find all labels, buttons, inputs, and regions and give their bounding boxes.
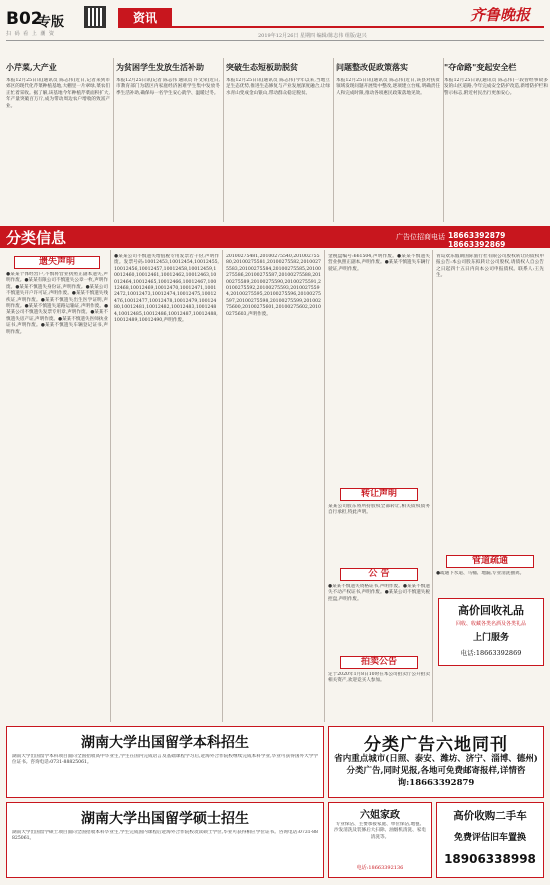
divider [333, 58, 334, 222]
used-car-title: 高价收购二手车 [453, 810, 527, 822]
col1-text: ●某某个体经营户,不慎将营业执照正副本遗失,声明作废。●某某有限公司不慎遗失公章一枚,声明作废。●某某不慎遗失身份证,声明作废。●某某公司不慎遗失开户许可证,声明作废。●某某不慎遗失残疾证,声明作废。●某某不慎遗失出生医学证明,声明作废。●某某不慎遗失道路运输证,声明作废。●某某公司不慎遗失发票专用章,声明作废。●某某不慎遗失房产证,声明作废。●某某不慎遗失医师执业证书,声明作废。●某某不慎遗失车辆登记证书,声明作废。 [6, 272, 108, 335]
housekeeping-title: 六姐家政 [360, 810, 400, 821]
ad-phone-numbers[interactable]: 18663392879 18663392869 [448, 231, 506, 249]
transfer-text: 某某公司股东将所持股权全部转让,相关债权债务自行承担,特此声明。 [328, 504, 430, 516]
header-rule [172, 26, 544, 28]
news-title[interactable]: 突破生态短板助脱贫 [226, 62, 298, 72]
col5-text: ●某某不慎遗失资格证书,声明作废。●某某不慎遗失不动产权证书,声明作废。●某某公司不慎遗失税控盘,声明作废。 [328, 584, 430, 602]
divider [113, 58, 114, 222]
col2-text: ●某某公司不慎遗失增值税专用发票若干份,声明作废。发票号码:10012453,10012454,10012455,10012456,10012457,10012458,10012459,10012460,10012461,10012462,10012463,10012464,10012465,10012466,10012467,10012468,10012469,10012470,10012471,10012472,10012473,10012474,10012475,10012476,10012477,10012478,10012479,10012480,10012481,10012482,10012483,10012484,10012485,10012486,10012487,10012488,10012489,10012490,声明作废。 [114, 254, 219, 324]
six-cities-title: 分类广告六地同刊 [364, 735, 508, 755]
news-body: 本报12月25日讯(通讯员 陈志伟)近日,该县对扶贫领域发现问题开展集中整改,逐项建立台账,明确责任人和完成时限,推动各项惠民政策落地见效。 [336, 78, 440, 96]
news-body: 本报12月25日讯(通讯员 陈志伟)一段曾经事故多发的山区道路,今年完成安全防护改造,新增防护栏和警示标志,附近村民出行更加安心。 [444, 78, 548, 96]
divider [222, 250, 223, 722]
pipe-text: ●疏通下水道、马桶、地漏,专业清洗抽粪。 [436, 571, 525, 576]
col3-text: 20100275481,20100275540,20100275580,20100275581,20100275582,20100275583,20100275584,20100275585,20100275586,20100275587,20100275588,20100275589,20100275590,20100275591,20100275592,20100275593,20100275594,20100275595,20100275596,20100275597,20100275598,20100275599,20100275600,20100275601,20100275602,20100275603,声明作废。 [226, 254, 321, 317]
page-number: B02 [6, 9, 43, 29]
transfer-title: 转让声明 [340, 488, 418, 501]
hnu-master-title: 湖南大学出国留学硕士招生 [81, 811, 249, 827]
divider [223, 58, 224, 222]
housekeeping-phone[interactable]: 电话:18663392136 [356, 865, 404, 871]
date-line: 2019年12月26日 星期四 编辑/陈志伟 组版/赵兴 [258, 33, 367, 39]
header-bottom-rule [6, 40, 544, 41]
news-body: 本报12月25日讯(通讯员 陈志伟)今年以来,当地立足生态优势,推进生态修复与产业发展深度融合,让绿水青山变成金山银山,带动群众稳定脱贫。 [226, 78, 330, 96]
used-car-sub: 免费评估旧车置换 [453, 833, 526, 843]
notice-title: 公 告 [340, 568, 418, 581]
news-title[interactable]: "夺命路"变起安全栏 [444, 62, 517, 72]
section-name: 专版 [38, 15, 65, 30]
classified-title: 分类信息 [6, 229, 67, 247]
news-title[interactable]: 问题整改促政策落实 [336, 62, 408, 72]
divider [432, 250, 433, 722]
news-body: 本报12月25日讯(通讯员 陈志伟)近日,记者来到市郊区的现代化芹菜种植基地,大棚里一片翠绿,菜农们正忙着采收。据了解,该基地今年种植芹菜面积扩大,年产量突破百万斤,成为带动周边农户增收的致富产业。 [6, 78, 110, 109]
six-cities-body: 省内重点城市(日照、泰安、潍坊、济宁、淄博、德州)分类广告,同时见报,各地可免费邮寄报样,详情咨询:18663392879 [334, 754, 538, 788]
recycle-phone[interactable]: 电话:18663392869 [460, 649, 522, 657]
col4-text: 金税盘编号:661504,声明作废。●某某不慎遗失营业执照正副本,声明作废。●某某不慎遗失车辆行驶证,声明作废。 [328, 254, 430, 272]
auction-title: 拍卖公告 [340, 656, 418, 669]
used-car-phone[interactable]: 18906338998 [444, 852, 536, 866]
news-body: 本报12月25日讯(记者 陈志伟 通讯员 许文荣)近日,市教育部门为辖区内家庭经济困难学生集中发放冬季生活补助,确保每一名学生安心就学、温暖过冬。 [116, 78, 220, 96]
hnu-bachelor-title: 湖南大学出国留学本科招生 [81, 735, 249, 751]
qr-code[interactable] [84, 6, 106, 28]
news-title[interactable]: 为贫困学生发放生活补助 [116, 62, 204, 72]
recycle-sub: 回收、收藏各类名酒及各类礼品 [455, 621, 526, 627]
divider [324, 250, 325, 722]
notice-body: 青岛欢乐假期国际旅行社有限公司股权转让的债权申报公告:本公司股东拟转让公司股权,请债权人自公告之日起四十五日内向本公司申报债权。联系人:王先生。 [436, 254, 544, 279]
divider [110, 250, 111, 722]
news-title[interactable]: 小芹菜,大产业 [6, 62, 57, 72]
ad-phone-label: 广告位招商电话 [396, 233, 445, 241]
hnu-master-body: 湖南大学出国留学硕士项目面向全国招收本科毕业生,学生完成国内课程后赴海外合作院校攻读硕士学位,毕业可获得相应学位证书。咨询电话:0731-88825061。 [12, 830, 318, 842]
section-tab[interactable]: 资讯 [118, 8, 172, 28]
auction-text: 定于2020年1月8日10时在本公司拍卖厅公开拍卖相关资产,欢迎竞买人参加。 [328, 672, 430, 684]
hnu-bachelor-body: 湖南大学出国留学本科项目面向全国招收高中毕业生,学生在国内完成语言及基础课程学习后,赴海外合作院校继续完成本科学业,毕业可获得国外大学学位证书。咨询电话:0731-88825061。 [12, 754, 318, 766]
qr-caption: 扫 码 看 上 潮 资 [6, 31, 55, 37]
recycle-tag: 上门服务 [472, 633, 509, 643]
pipe-title: 管道疏通 [446, 555, 534, 568]
housekeeping-body: 专业保洁、主要承接家庭、单位保洁,地毯、沙发清洗及装修后大扫除、油烟机清洗、家电清洗等。 [334, 822, 426, 840]
loss-title: 遗失声明 [14, 256, 100, 269]
recycle-title: 高价回收礼品 [458, 604, 524, 617]
newspaper-logo: 齐鲁晚报 [470, 6, 531, 24]
